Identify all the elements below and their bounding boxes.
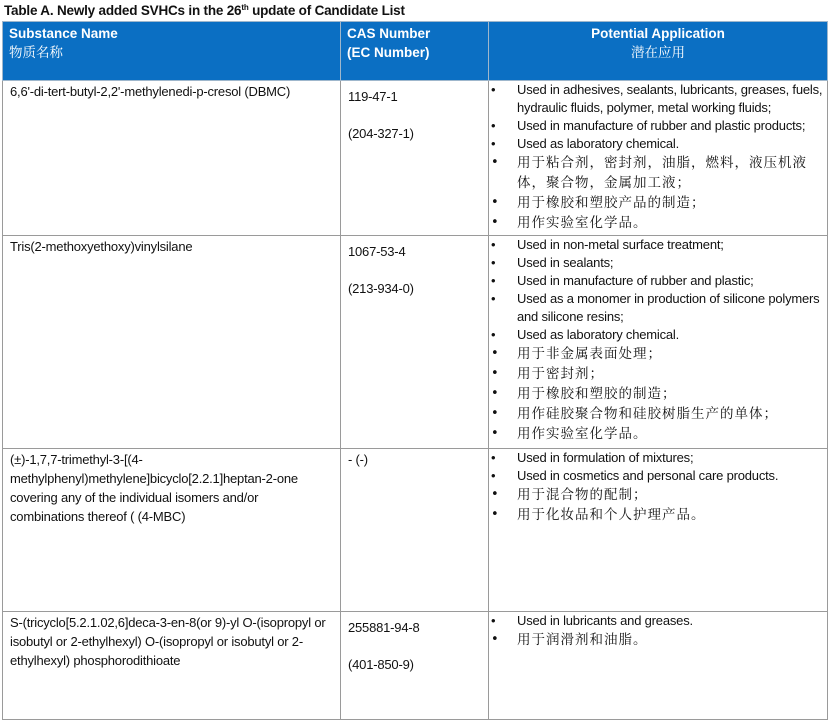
- header-label-zh: 潜在应用: [631, 45, 685, 60]
- application-item: • Used as laboratory chemical.: [489, 135, 823, 153]
- cas-cell: [341, 612, 489, 720]
- caption-text-end: update of Candidate List: [248, 3, 405, 18]
- application-item: • Used in lubricants and greases.: [489, 612, 823, 630]
- column-header-cas: [341, 22, 489, 81]
- application-item: • Used in cosmetics and personal care products.: [489, 467, 823, 485]
- application-list: [489, 236, 823, 444]
- column-header-application: [489, 22, 828, 81]
- application-item-zh: • 用于橡胶和塑胶的制造；: [489, 384, 823, 404]
- table-caption: [4, 3, 405, 18]
- application-item-zh: • 用于橡胶和塑胶产品的制造；: [489, 193, 823, 213]
- substance-name: S-(tricyclo[5.2.1.02,6]deca-3-en-8(or 9)-yl O-(isopropyl or isobutyl or 2-ethylhexyl) O-(isopropyl or isobutyl or 2-ethylhexyl) phosphorodithioate: [3, 612, 341, 720]
- header-label: Potential Application: [591, 26, 725, 41]
- application-cell: [489, 612, 828, 720]
- application-cell: [489, 449, 828, 612]
- application-item: • Used as a monomer in production of silicone polymers and silicone resins;: [489, 290, 823, 326]
- column-header-substance: [3, 22, 341, 81]
- application-list: [489, 81, 823, 233]
- cas-cell: [341, 236, 489, 449]
- cas-number: - (-): [348, 452, 368, 467]
- cas-number: 255881-94-8: [348, 620, 420, 635]
- application-item-zh: • 用于混合物的配制；: [489, 485, 823, 505]
- application-item: • Used in non-metal surface treatment;: [489, 236, 823, 254]
- application-item-zh: • 用于粘合剂，密封剂，油脂，燃料，液压机液体，聚合物，金属加工液；: [489, 153, 823, 193]
- cas-number: 119-47-1: [348, 89, 398, 104]
- header-label-zh: 物质名称: [9, 45, 63, 60]
- application-list: [489, 449, 823, 525]
- substance-name: (±)-1,7,7-trimethyl-3-[(4-methylphenyl)methylene]bicyclo[2.2.1]heptan-2-one covering any of the individual isomers and/or combinations thereof ( (4-MBC): [3, 449, 341, 612]
- cas-cell: [341, 81, 489, 236]
- application-item-zh: • 用于润滑剂和油脂。: [489, 630, 823, 650]
- header-label: Substance Name: [9, 26, 118, 41]
- application-item: • Used in sealants;: [489, 254, 823, 272]
- application-item-zh: • 用于非金属表面处理；: [489, 344, 823, 364]
- substance-name: 6,6'-di-tert-butyl-2,2'-methylenedi-p-cresol (DBMC): [3, 81, 341, 236]
- application-cell: [489, 236, 828, 449]
- header-sublabel: (EC Number): [347, 45, 430, 60]
- application-item-zh: • 用作硅胶聚合物和硅胶树脂生产的单体；: [489, 404, 823, 424]
- table-row: [3, 81, 828, 236]
- application-item-zh: • 用于密封剂；: [489, 364, 823, 384]
- application-cell: [489, 81, 828, 236]
- ec-number: (213-934-0): [348, 281, 414, 296]
- ec-number: (401-850-9): [348, 657, 414, 672]
- header-label: CAS Number: [347, 26, 431, 41]
- application-item: • Used in adhesives, sealants, lubricants, greases, fuels, hydraulic fluids, polymer, metal working fluids;: [489, 81, 823, 117]
- application-item-zh: • 用作实验室化学品。: [489, 424, 823, 444]
- substance-name: Tris(2-methoxyethoxy)vinylsilane: [3, 236, 341, 449]
- cas-cell: [341, 449, 489, 612]
- table-row: [3, 449, 828, 612]
- caption-text: Table A. Newly added SVHCs in the 26: [4, 3, 242, 18]
- application-item: • Used in formulation of mixtures;: [489, 449, 823, 467]
- svhc-table: [2, 21, 828, 720]
- header-row: [3, 22, 828, 81]
- application-list: [489, 612, 823, 650]
- application-item: • Used in manufacture of rubber and plastic;: [489, 272, 823, 290]
- application-item: • Used as laboratory chemical.: [489, 326, 823, 344]
- application-item: • Used in manufacture of rubber and plastic products;: [489, 117, 823, 135]
- table-row: [3, 236, 828, 449]
- application-item-zh: • 用作实验室化学品。: [489, 213, 823, 233]
- ec-number: (204-327-1): [348, 126, 414, 141]
- table-row: [3, 612, 828, 720]
- cas-number: 1067-53-4: [348, 244, 406, 259]
- caption-superscript: th: [241, 3, 249, 12]
- application-item-zh: • 用于化妆品和个人护理产品。: [489, 505, 823, 525]
